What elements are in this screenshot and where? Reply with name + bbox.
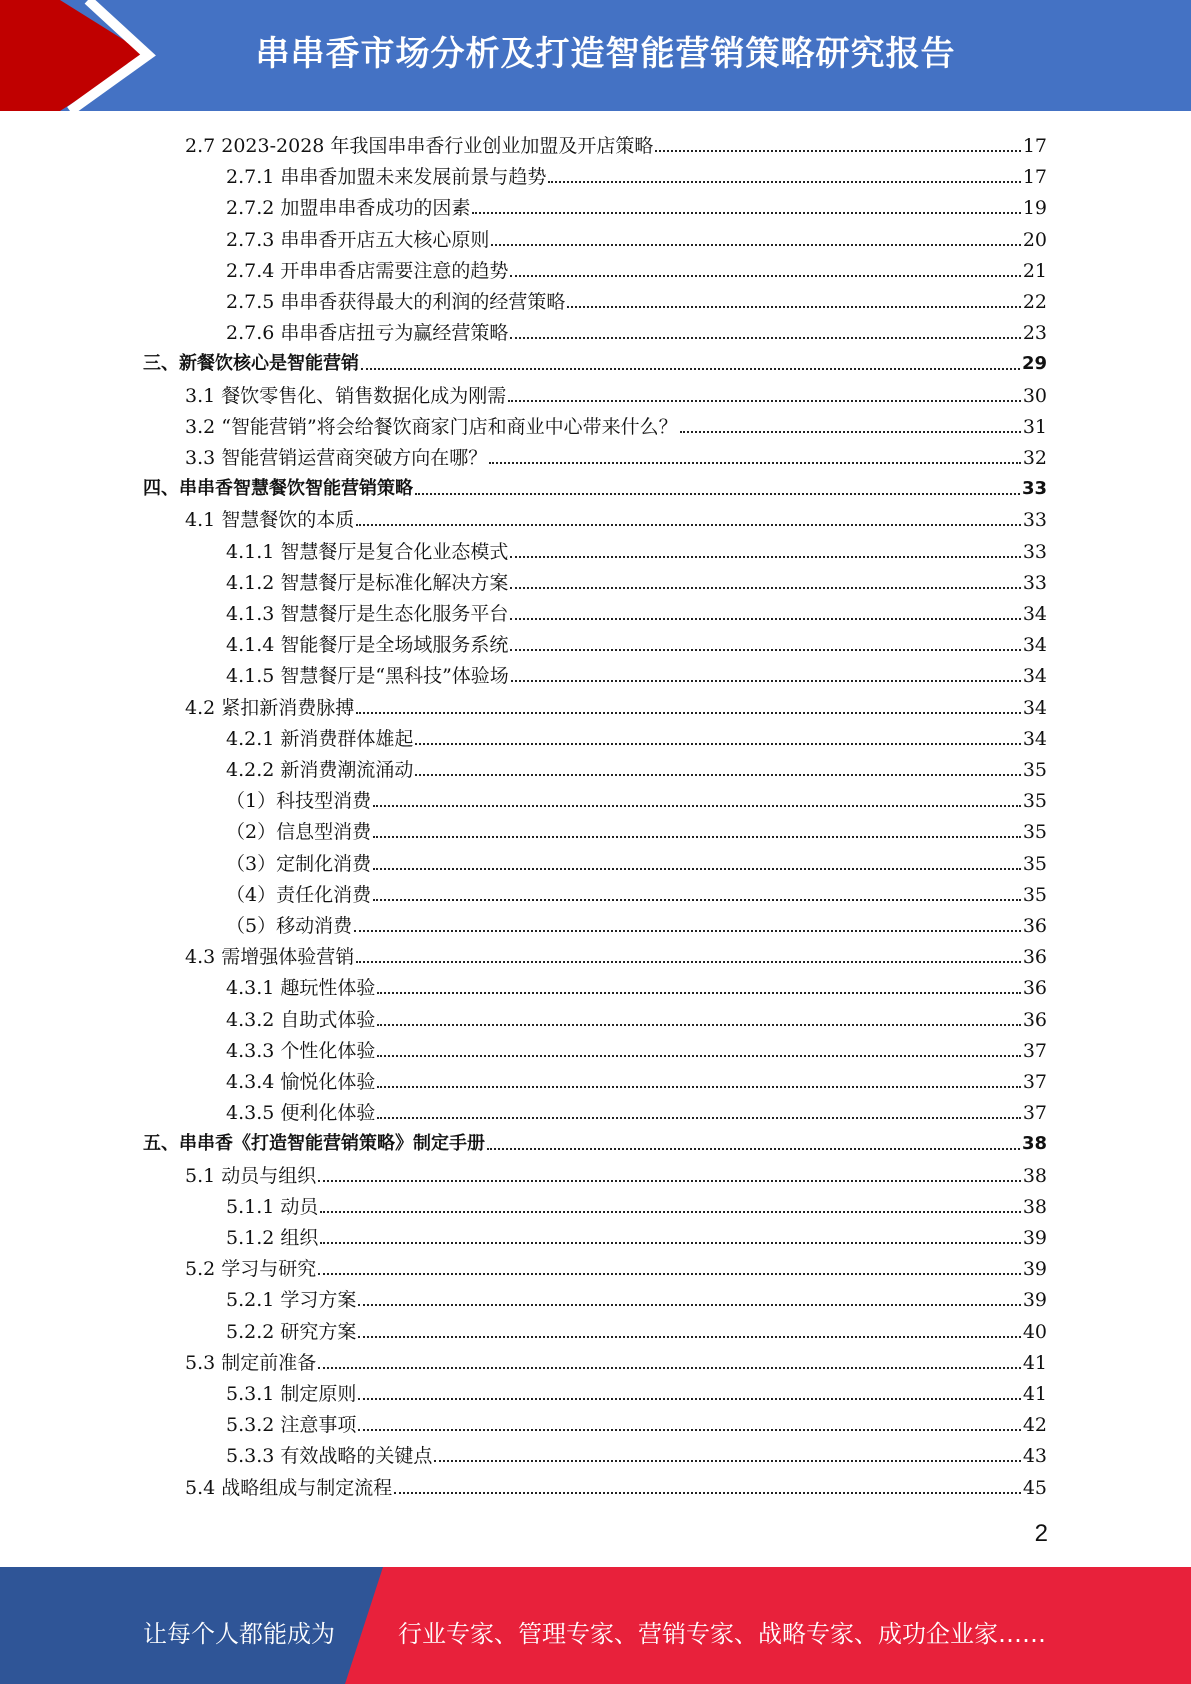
- toc-entry-label: （4）责任化消费: [226, 883, 372, 906]
- toc-entry-label: 3.1 餐饮零售化、销售数据化成为刚需: [185, 384, 507, 407]
- report-title: 串串香市场分析及打造智能营销策略研究报告: [255, 34, 956, 74]
- toc-entry-page: 36: [1022, 915, 1047, 937]
- toc-dot-leader: [318, 1180, 1021, 1182]
- toc-entry-label: 5.1.1 动员: [226, 1195, 319, 1218]
- toc-entry-label: 4.1.1 智慧餐厅是复合化业态模式: [226, 540, 509, 563]
- toc-entry-label: 4.1.3 智慧餐厅是生态化服务平台: [226, 603, 509, 625]
- toc-dot-leader: [358, 1336, 1020, 1338]
- toc-dot-leader: [510, 337, 1020, 339]
- toc-dot-leader: [361, 368, 1020, 370]
- toc-entry-label: 五、串串香《打造智能营销策略》制定手册: [143, 1133, 485, 1155]
- footer-slogan-left: 让每个人都能成为: [143, 1620, 335, 1648]
- toc-entry-page: 29: [1021, 353, 1047, 375]
- toc-entry-page: 37: [1022, 1071, 1047, 1093]
- toc-dot-leader: [377, 992, 1020, 994]
- toc-dot-leader: [318, 1273, 1021, 1275]
- toc-dot-leader: [548, 181, 1020, 183]
- toc-dot-leader: [511, 680, 1021, 682]
- toc-entry-page: 36: [1022, 946, 1047, 969]
- toc-dot-leader: [354, 930, 1021, 932]
- toc-dot-leader: [472, 212, 1020, 214]
- toc-entry-label: 5.3.2 注意事项: [226, 1414, 357, 1437]
- toc-entry-label: 4.3.5 便利化体验: [226, 1102, 376, 1125]
- toc-dot-leader: [510, 649, 1020, 651]
- toc-entry[interactable]: [143, 470, 1047, 501]
- toc-entry[interactable]: [185, 1250, 1047, 1281]
- toc-entry-label: 2.7.3 串串香开店五大核心原则: [226, 228, 490, 251]
- toc-entry[interactable]: [226, 626, 1047, 657]
- toc-dot-leader: [415, 493, 1020, 495]
- toc-entry-page: 33: [1022, 509, 1047, 532]
- toc-dot-leader: [680, 431, 1021, 433]
- toc-dot-leader: [358, 1429, 1020, 1431]
- toc-entry-page: 21: [1022, 259, 1047, 282]
- toc-dot-leader: [491, 244, 1020, 246]
- toc-entry-page: 36: [1022, 1008, 1047, 1031]
- toc-entry[interactable]: [226, 782, 1047, 813]
- toc-entry[interactable]: [226, 533, 1047, 564]
- toc-entry-label: （5）移动消费: [226, 915, 353, 937]
- toc-entry-page: 17: [1022, 166, 1047, 189]
- toc-entry-label: （2）信息型消费: [226, 821, 372, 844]
- toc-entry-label: 2.7 2023-2028 年我国串串香行业创业加盟及开店策略: [185, 135, 654, 157]
- toc-entry[interactable]: [226, 813, 1047, 844]
- toc-entry-label: 5.1.2 组织: [226, 1227, 319, 1249]
- toc-entry-page: 34: [1022, 727, 1047, 750]
- toc-entry[interactable]: [185, 689, 1047, 720]
- toc-entry-label: 3.3 智能营销运营商突破方向在哪？: [185, 447, 488, 469]
- toc-dot-leader: [320, 1211, 1020, 1213]
- toc-entry-page: 33: [1022, 571, 1047, 594]
- toc-entry[interactable]: [226, 876, 1047, 907]
- toc-entry-label: 5.3 制定前准备: [185, 1351, 317, 1374]
- toc-entry-page: 34: [1022, 665, 1047, 688]
- toc-dot-leader: [377, 1055, 1020, 1057]
- toc-entry-label: 5.2 学习与研究: [185, 1258, 317, 1281]
- toc-dot-leader: [358, 1304, 1020, 1306]
- toc-entry-label: 三、新餐饮核心是智能营销: [143, 353, 359, 375]
- toc-entry-page: 38: [1022, 1195, 1047, 1218]
- toc-entry-page: 30: [1022, 384, 1047, 407]
- toc-dot-leader: [373, 899, 1021, 901]
- toc-dot-leader: [489, 462, 1021, 464]
- toc-entry-page: 39: [1022, 1289, 1047, 1312]
- toc-entry-label: 2.7.1 串串香加盟未来发展前景与趋势: [226, 166, 547, 189]
- toc-dot-leader: [356, 712, 1021, 714]
- toc-entry[interactable]: [226, 564, 1047, 595]
- toc-entry-label: 5.1 动员与组织: [185, 1164, 317, 1187]
- toc-entry-page: 35: [1022, 759, 1047, 781]
- toc-entry-label: 4.3.2 自助式体验: [226, 1008, 376, 1031]
- toc-entry-page: 35: [1022, 883, 1047, 906]
- toc-entry[interactable]: [226, 1001, 1047, 1032]
- toc-entry-page: 35: [1022, 852, 1047, 875]
- toc-dot-leader: [373, 868, 1021, 870]
- toc-entry-label: （3）定制化消费: [226, 852, 372, 875]
- toc-entry[interactable]: [226, 252, 1047, 283]
- toc-entry[interactable]: [185, 501, 1047, 532]
- toc-dot-leader: [377, 1024, 1020, 1026]
- toc-entry-page: 34: [1022, 634, 1047, 657]
- toc-entry[interactable]: [185, 1469, 1047, 1500]
- toc-dot-leader: [356, 961, 1021, 963]
- toc-dot-leader: [358, 1398, 1020, 1400]
- toc-dot-leader: [510, 275, 1020, 277]
- toc-dot-leader: [377, 1086, 1020, 1088]
- toc-entry-page: 37: [1022, 1102, 1047, 1125]
- toc-entry-label: 3.2 “智能营销”将会给餐饮商家门店和商业中心带来什么？: [185, 415, 678, 438]
- toc-entry[interactable]: [226, 657, 1047, 688]
- toc-entry-label: 5.2.2 研究方案: [226, 1320, 357, 1343]
- toc-entry-label: 5.3.1 制定原则: [226, 1383, 357, 1405]
- toc-entry-page: 33: [1021, 478, 1047, 500]
- toc-entry[interactable]: [185, 1157, 1047, 1188]
- toc-entry-label: 4.3.4 愉悦化体验: [226, 1071, 376, 1093]
- toc-entry-page: 38: [1021, 1133, 1047, 1155]
- toc-entry[interactable]: [226, 1375, 1047, 1406]
- toc-entry[interactable]: [226, 1313, 1047, 1344]
- toc-dot-leader: [373, 805, 1021, 807]
- toc-dot-leader: [356, 524, 1021, 526]
- toc-entry-page: 41: [1022, 1383, 1047, 1405]
- toc-entry-label: 5.2.1 学习方案: [226, 1289, 357, 1312]
- toc-entry[interactable]: [226, 1406, 1047, 1437]
- toc-entry[interactable]: [226, 845, 1047, 876]
- toc-entry[interactable]: [226, 283, 1047, 314]
- toc-entry-label: 4.2.2 新消费潮流涌动: [226, 759, 414, 781]
- toc-entry-page: 19: [1022, 197, 1047, 220]
- toc-dot-leader: [373, 836, 1021, 838]
- toc-entry-page: 32: [1022, 447, 1047, 469]
- footer-slogan-right: 行业专家、管理专家、营销专家、战略专家、成功企业家……: [398, 1620, 1046, 1648]
- toc-entry-label: 2.7.6 串串香店扭亏为赢经营策略: [226, 322, 509, 345]
- toc-entry[interactable]: [226, 907, 1047, 938]
- toc-dot-leader: [434, 1460, 1020, 1462]
- toc-entry-page: 22: [1022, 291, 1047, 313]
- toc-entry-label: 4.1.5 智慧餐厅是“黑科技”体验场: [226, 665, 509, 688]
- toc-entry[interactable]: [226, 314, 1047, 345]
- toc-dot-leader: [510, 587, 1020, 589]
- toc-entry[interactable]: [185, 1344, 1047, 1375]
- toc-entry[interactable]: [226, 158, 1047, 189]
- toc-entry-page: 34: [1022, 696, 1047, 719]
- toc-entry-label: 4.2.1 新消费群体雄起: [226, 727, 414, 750]
- toc-entry-label: 5.3.3 有效战略的关键点: [226, 1445, 433, 1468]
- toc-entry-label: 4.3.3 个性化体验: [226, 1039, 376, 1062]
- page-number: 2: [1034, 1520, 1048, 1547]
- toc-entry-label: 4.1 智慧餐饮的本质: [185, 509, 355, 532]
- toc-entry-page: 33: [1022, 540, 1047, 563]
- toc-entry-page: 37: [1022, 1039, 1047, 1062]
- toc-entry-page: 36: [1022, 977, 1047, 1000]
- toc-entry[interactable]: [143, 1125, 1047, 1156]
- toc-dot-leader: [508, 400, 1021, 402]
- toc-entry[interactable]: [226, 1188, 1047, 1219]
- toc-dot-leader: [655, 150, 1020, 152]
- toc-entry-page: 39: [1022, 1227, 1047, 1249]
- toc-entry-page: 39: [1022, 1258, 1047, 1281]
- toc-dot-leader: [377, 1117, 1020, 1119]
- toc-entry-page: 42: [1022, 1414, 1047, 1437]
- toc-dot-leader: [415, 774, 1020, 776]
- toc-entry[interactable]: [226, 1032, 1047, 1063]
- toc-entry-page: 31: [1022, 415, 1047, 438]
- toc-entry-page: 43: [1022, 1445, 1047, 1468]
- toc-entry-page: 41: [1022, 1351, 1047, 1374]
- toc-dot-leader: [567, 306, 1020, 308]
- header-banner: [0, 0, 1191, 111]
- toc-entry-label: 4.3.1 趣玩性体验: [226, 977, 376, 1000]
- toc-entry[interactable]: [185, 127, 1047, 158]
- toc-entry-label: 4.1.2 智慧餐厅是标准化解决方案: [226, 571, 509, 594]
- toc-entry-label: 4.1.4 智能餐厅是全场域服务系统: [226, 634, 509, 657]
- toc-entry-label: 4.2 紧扣新消费脉搏: [185, 696, 355, 719]
- toc-entry[interactable]: [226, 1281, 1047, 1312]
- toc-entry-page: 23: [1022, 322, 1047, 345]
- toc-entry[interactable]: [185, 938, 1047, 969]
- toc-entry-page: 34: [1022, 603, 1047, 625]
- toc-entry-label: 4.3 需增强体验营销: [185, 946, 355, 969]
- toc-entry[interactable]: [143, 345, 1047, 376]
- toc-entry-label: （1）科技型消费: [226, 790, 372, 813]
- toc-dot-leader: [415, 743, 1020, 745]
- toc-entry-page: 35: [1022, 790, 1047, 813]
- toc-dot-leader: [318, 1367, 1021, 1369]
- toc-entry[interactable]: [226, 1437, 1047, 1468]
- toc-entry[interactable]: [185, 439, 1047, 470]
- toc-entry[interactable]: [226, 969, 1047, 1000]
- toc-entry-page: 17: [1022, 135, 1047, 157]
- toc-entry-label: 2.7.2 加盟串串香成功的因素: [226, 197, 471, 220]
- toc-entry[interactable]: [226, 221, 1047, 252]
- toc-entry[interactable]: [185, 408, 1047, 439]
- toc-entry-page: 40: [1022, 1320, 1047, 1343]
- toc-entry[interactable]: [226, 189, 1047, 220]
- toc-entry[interactable]: [185, 377, 1047, 408]
- toc-entry[interactable]: [226, 595, 1047, 626]
- toc-entry-label: 2.7.4 开串串香店需要注意的趋势: [226, 259, 509, 282]
- toc-dot-leader: [320, 1242, 1020, 1244]
- toc-entry-page: 35: [1022, 821, 1047, 844]
- toc-entry[interactable]: [226, 1063, 1047, 1094]
- toc-dot-leader: [487, 1148, 1020, 1150]
- toc-dot-leader: [510, 556, 1020, 558]
- toc-entry-page: 45: [1022, 1476, 1047, 1499]
- toc-entry-page: 20: [1022, 228, 1047, 251]
- toc-entry[interactable]: [226, 1094, 1047, 1125]
- toc-entry[interactable]: [226, 751, 1047, 782]
- toc-dot-leader: [510, 618, 1020, 620]
- toc-entry-page: 38: [1022, 1164, 1047, 1187]
- toc-entry-label: 5.4 战略组成与制定流程: [185, 1476, 393, 1499]
- toc-entry-label: 四、串串香智慧餐饮智能营销策略: [143, 478, 413, 500]
- toc-dot-leader: [394, 1492, 1021, 1494]
- toc-entry[interactable]: [226, 720, 1047, 751]
- toc-entry-label: 2.7.5 串串香获得最大的利润的经营策略: [226, 291, 566, 313]
- toc-entry[interactable]: [226, 1219, 1047, 1250]
